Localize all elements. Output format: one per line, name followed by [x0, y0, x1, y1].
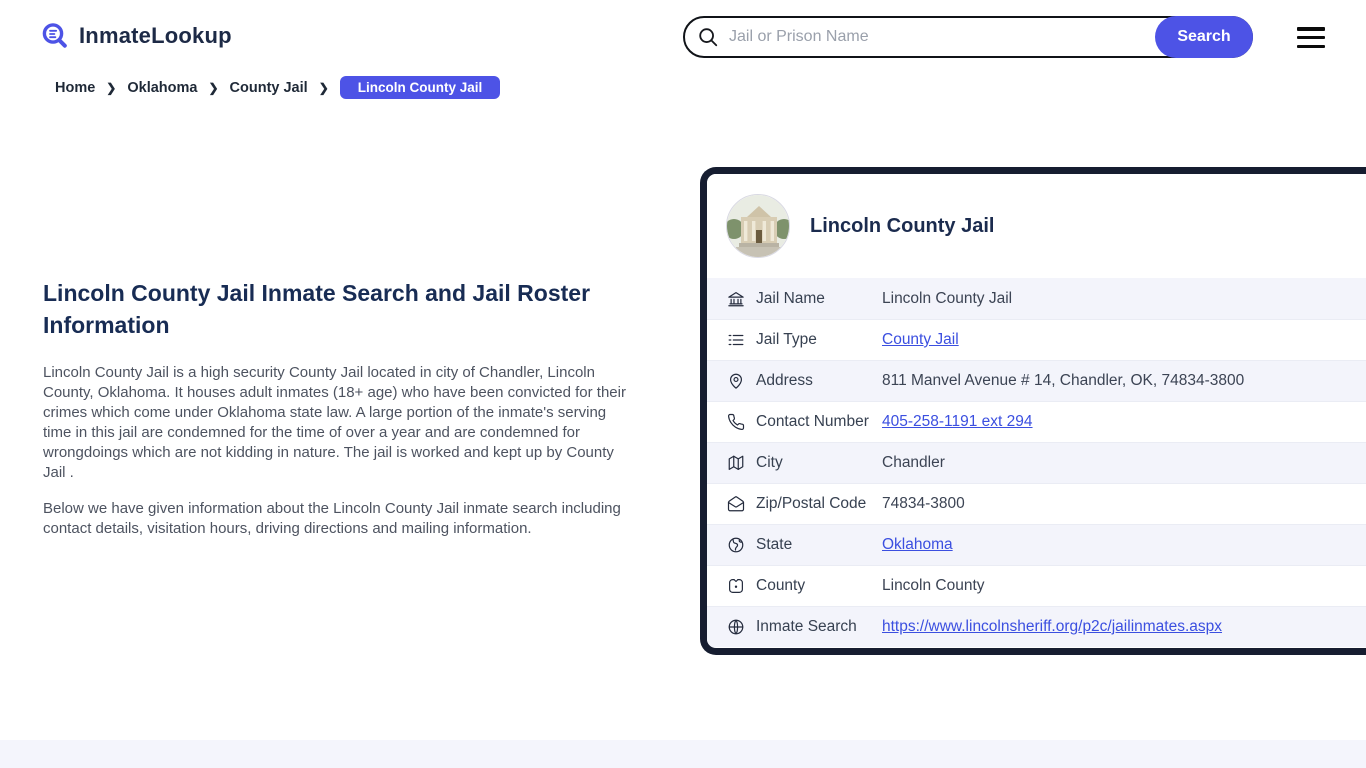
article — [43, 277, 635, 555]
breadcrumb-home[interactable]: Home — [55, 79, 96, 96]
jail-info-card — [700, 167, 1366, 655]
row-label: Inmate Search — [756, 618, 857, 635]
page-title: Lincoln County Jail Inmate Search and Jail Roster Information — [43, 280, 591, 338]
county-icon — [727, 577, 745, 595]
contact-number-link[interactable]: 405-258-1191 ext 294 — [882, 413, 1033, 430]
map-pin-icon — [727, 372, 745, 390]
phone-icon — [727, 413, 745, 431]
breadcrumb-current-badge: Lincoln County Jail — [340, 76, 501, 99]
breadcrumb — [55, 76, 500, 99]
table-row-county — [707, 565, 1366, 606]
search-icon — [697, 26, 719, 48]
article-paragraph-1: Lincoln County Jail is a high security County Jail located in city of Chandler, Lincoln County, Oklahoma. It houses adult inmates (18+ age) who have been convicted for their crimes which come under Oklahoma state law. A large portion of the inmate's serving time in this jail are condemned for the time of over a year and are condemned for wrongdoings which are not kidding in nature. The jail is worked and kept up by County Jail . — [43, 364, 626, 481]
table-row-address — [707, 360, 1366, 401]
row-label: County — [756, 577, 806, 594]
jail-type-link[interactable]: County Jail — [882, 331, 959, 348]
row-label: Address — [756, 372, 813, 389]
search-bar — [683, 16, 1253, 58]
row-label: Zip/Postal Code — [756, 495, 867, 512]
globe-icon — [727, 618, 745, 636]
inmate-search-link[interactable]: https://www.lincolnsheriff.org/p2c/jailinmates.aspx — [882, 618, 1223, 635]
row-label: Jail Type — [756, 331, 817, 348]
list-icon — [727, 331, 745, 349]
breadcrumb-oklahoma[interactable]: Oklahoma — [127, 79, 198, 96]
chevron-right-icon: ❯ — [318, 80, 329, 95]
magnifier-logo-icon — [40, 21, 70, 51]
row-label: Contact Number — [756, 413, 869, 430]
mail-open-icon — [727, 495, 745, 513]
address-value: 811 Manvel Avenue # 14, Chandler, OK, 74834-3800 — [882, 372, 1245, 389]
city-value: Chandler — [882, 454, 945, 471]
table-row-contact-number — [707, 401, 1366, 442]
zip-value: 74834-3800 — [882, 495, 965, 512]
jail-name-value: Lincoln County Jail — [882, 289, 1013, 307]
row-label: State — [756, 536, 793, 553]
map-icon — [727, 454, 745, 472]
state-link[interactable]: Oklahoma — [882, 536, 953, 553]
search-button[interactable]: Search — [1155, 16, 1253, 58]
menu-hamburger-icon[interactable] — [1297, 27, 1325, 48]
table-row-zip — [707, 483, 1366, 524]
table-row-state — [707, 524, 1366, 565]
breadcrumb-county-jail[interactable]: County Jail — [229, 79, 308, 96]
brand-logo[interactable] — [40, 21, 232, 51]
brand-name: InmateLookup — [79, 23, 232, 48]
jail-card-title: Lincoln County Jail — [810, 214, 995, 237]
article-paragraph-2: Below we have given information about the Lincoln County Jail inmate search including contact details, visitation hours, driving directions and mailing information. — [43, 500, 621, 537]
chevron-right-icon: ❯ — [106, 80, 117, 95]
chevron-right-icon: ❯ — [208, 80, 219, 95]
table-row-jail-type — [707, 319, 1366, 360]
table-row-jail-name — [707, 278, 1366, 319]
row-label: City — [756, 454, 783, 471]
jail-card-header — [707, 174, 1366, 278]
table-row-inmate-search — [707, 606, 1366, 647]
row-label: Jail Name — [756, 289, 825, 307]
table-row-city — [707, 442, 1366, 483]
county-value: Lincoln County — [882, 577, 985, 594]
footer-strip — [0, 740, 1366, 768]
bank-icon — [727, 290, 745, 308]
globe-americas-icon — [727, 536, 745, 554]
jail-photo — [726, 194, 790, 258]
